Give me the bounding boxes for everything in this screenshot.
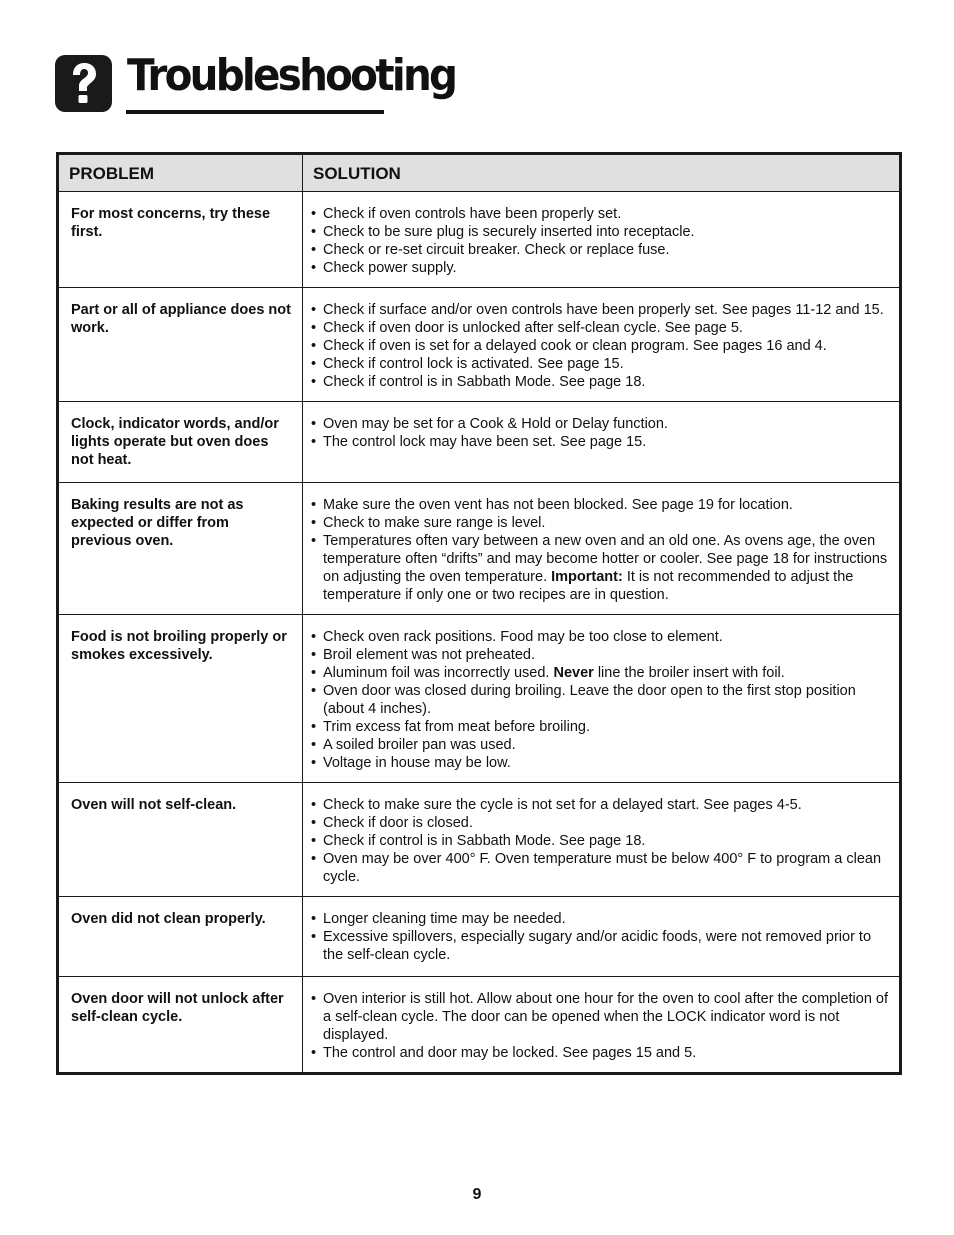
problem-cell: Part or all of appliance does not work. (58, 288, 303, 402)
table-row (58, 977, 901, 1074)
solution-item (309, 990, 891, 1044)
problem-cell: Food is not broiling properly or smokes excessively. (58, 615, 303, 783)
table-row (58, 483, 901, 615)
solution-item (309, 415, 891, 433)
solution-text: Oven door was closed during broiling. Leave the door open to the first stop position (about 4 inches). (323, 683, 856, 717)
solution-item (309, 1044, 891, 1062)
solution-text: Check oven rack positions. Food may be too close to element. (323, 629, 723, 645)
solution-text: The control lock may have been set. See page 15. (323, 434, 647, 450)
solution-cell (303, 977, 901, 1074)
solution-text: Aluminum foil was incorrectly used. (323, 665, 554, 681)
problem-cell: Baking results are not as expected or differ from previous oven. (58, 483, 303, 615)
solution-text: It is not recommended to adjust the temperature if only one or two recipes are in question. (323, 569, 854, 603)
solution-item (309, 373, 891, 391)
solution-item (309, 241, 891, 259)
solution-item (309, 532, 891, 604)
solution-item (309, 910, 891, 928)
solution-item (309, 850, 891, 886)
solution-item (309, 514, 891, 532)
solution-text: Check or re-set circuit breaker. Check or replace fuse. (323, 242, 670, 258)
solution-item (309, 259, 891, 277)
solution-item (309, 337, 891, 355)
solution-text: Check if oven door is unlocked after self-clean cycle. See page 5. (323, 320, 743, 336)
solution-text: Check to be sure plug is securely inserted into receptacle. (323, 224, 695, 240)
table-body (58, 192, 901, 1074)
solution-text: Check if oven is set for a delayed cook or clean program. See pages 16 and 4. (323, 338, 827, 354)
solution-text: Check if oven controls have been properly set. (323, 206, 622, 222)
question-mark-icon (55, 55, 112, 112)
title-underline (126, 110, 384, 114)
solution-cell (303, 483, 901, 615)
solution-item (309, 814, 891, 832)
solution-text: Broil element was not preheated. (323, 647, 535, 663)
solution-cell (303, 288, 901, 402)
table-row (58, 402, 901, 483)
solution-item (309, 718, 891, 736)
page-number: 9 (472, 1186, 482, 1203)
solution-cell (303, 192, 901, 288)
solution-item (309, 301, 891, 319)
table-row (58, 192, 901, 288)
problem-cell: Oven did not clean properly. (58, 897, 303, 977)
column-header-problem: PROBLEM (58, 154, 303, 192)
solution-list (309, 301, 891, 391)
solution-text: Check if control is in Sabbath Mode. See page 18. (323, 374, 646, 390)
problem-cell: For most concerns, try these first. (58, 192, 303, 288)
solution-list (309, 990, 891, 1062)
solution-item (309, 928, 891, 964)
solution-item (309, 355, 891, 373)
solution-item (309, 223, 891, 241)
solution-text: Check power supply. (323, 260, 457, 276)
solution-text: Voltage in house may be low. (323, 755, 511, 771)
solution-text: Check if door is closed. (323, 815, 473, 831)
emphasis-text: Never (553, 665, 594, 681)
page-title: Troubleshooting (127, 50, 456, 101)
solution-list (309, 628, 891, 772)
column-header-solution: SOLUTION (303, 154, 901, 192)
solution-list (309, 910, 891, 964)
solution-item (309, 433, 891, 451)
solution-text: A soiled broiler pan was used. (323, 737, 516, 753)
solution-item (309, 628, 891, 646)
solution-text: Oven may be set for a Cook & Hold or Delay function. (323, 416, 668, 432)
solution-text: Oven interior is still hot. Allow about one hour for the oven to cool after the completion of a self-clean cycle. The door can be opened when the LOCK indicator word is not displayed. (323, 991, 889, 1043)
solution-item (309, 682, 891, 718)
problem-cell: Oven will not self-clean. (58, 783, 303, 897)
solution-item (309, 832, 891, 850)
table-row (58, 288, 901, 402)
table-row (58, 897, 901, 977)
solution-list (309, 796, 891, 886)
solution-text: Make sure the oven vent has not been blocked. See page 19 for location. (323, 497, 793, 513)
table-row (58, 783, 901, 897)
solution-item (309, 754, 891, 772)
solution-text: Longer cleaning time may be needed. (323, 911, 566, 927)
solution-text: Check to make sure the cycle is not set for a delayed start. See pages 4-5. (323, 797, 802, 813)
table-header-row (58, 154, 901, 192)
solution-cell (303, 783, 901, 897)
solution-cell (303, 402, 901, 483)
solution-cell (303, 615, 901, 783)
solution-item (309, 736, 891, 754)
solution-item (309, 496, 891, 514)
solution-item (309, 664, 891, 682)
solution-list (309, 205, 891, 277)
solution-item (309, 796, 891, 814)
solution-list (309, 496, 891, 604)
solution-text: Check to make sure range is level. (323, 515, 546, 531)
solution-text: The control and door may be locked. See pages 15 and 5. (323, 1045, 697, 1061)
solution-text: line the broiler insert with foil. (593, 665, 785, 681)
solution-item (309, 205, 891, 223)
solution-text: Check if control is in Sabbath Mode. See page 18. (323, 833, 646, 849)
table-row (58, 615, 901, 783)
problem-cell: Clock, indicator words, and/or lights operate but oven does not heat. (58, 402, 303, 483)
troubleshooting-table (56, 152, 902, 1075)
problem-cell: Oven door will not unlock after self-clean cycle. (58, 977, 303, 1074)
solution-text: Check if surface and/or oven controls have been properly set. See pages 11-12 and 15. (323, 302, 884, 318)
solution-list (309, 415, 891, 451)
solution-item (309, 646, 891, 664)
solution-cell (303, 897, 901, 977)
solution-item (309, 319, 891, 337)
solution-text: Oven may be over 400° F. Oven temperature must be below 400° F to program a clean cycle. (323, 851, 882, 885)
solution-text: Check if control lock is activated. See page 15. (323, 356, 624, 372)
solution-text: Trim excess fat from meat before broiling. (323, 719, 590, 735)
solution-text: Excessive spillovers, especially sugary and/or acidic foods, were not removed prior to the self-clean cycle. (323, 929, 872, 963)
emphasis-text: Important: (551, 569, 623, 585)
solution-text: Temperatures often vary between a new oven and an old one. As ovens age, the oven temperature often “drifts” and may become hotter or cooler. See page 18 for instructions on adjusting the oven temperature. (323, 533, 888, 585)
